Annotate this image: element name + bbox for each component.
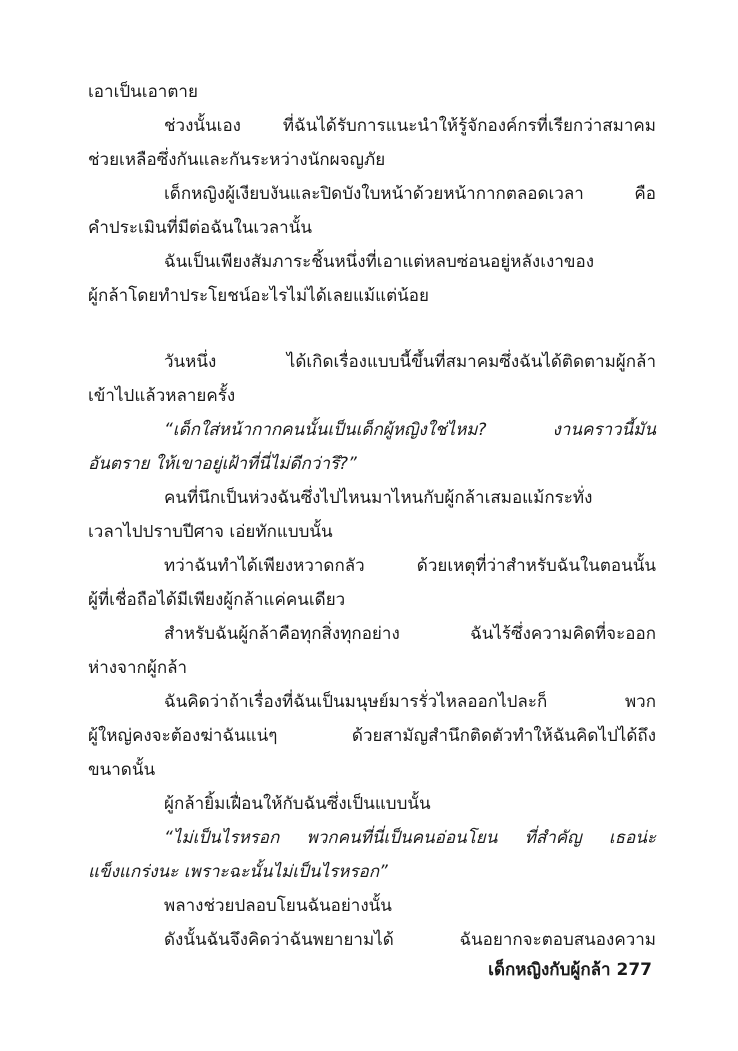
dialogue-line: แข็งแกร่งนะ เพราะฉะนั้นไม่เป็นไรหรอก” [88, 862, 388, 882]
text-line: ห่างจากผู้กล้า [88, 658, 188, 678]
text-line: ช่วยเหลือซึ่งกันและกันระหว่างนักผจญภัย [88, 150, 386, 170]
dialogue-line: “เด็กใส่หน้ากากคนนั้นเป็นเด็กผู้หญิงใช่ไหม? งานคราวนี้มัน [164, 420, 656, 440]
page-footer: เด็กหญิงกับผู้กล้า 277 [488, 960, 652, 980]
text-line: สำหรับฉันผู้กล้าคือทุกสิ่งทุกอย่าง ฉันไร้ซึ่งความคิดที่จะออก [164, 624, 656, 644]
text-line: ช่วงนั้นเอง ที่ฉันได้รับการแนะนำให้รู้จักองค์กรที่เรียกว่าสมาคม [164, 116, 656, 136]
text-line: คนที่นึกเป็นห่วงฉันซึ่งไปไหนมาไหนกับผู้กล้าเสมอแม้กระทั่ง [164, 488, 593, 508]
text-line: เด็กหญิงผู้เงียบงันและปิดบังใบหน้าด้วยหน้ากากตลอดเวลา คือ [164, 184, 656, 204]
text-line: ทว่าฉันทำได้เพียงหวาดกลัว ด้วยเหตุที่ว่าสำหรับฉันในตอนนั้น [164, 556, 656, 576]
text-line: คำประเมินที่มีต่อฉันในเวลานั้น [88, 218, 312, 238]
text-line: เอาเป็นเอาตาย [88, 82, 198, 102]
dialogue-line: อันตราย ให้เขาอยู่เฝ้าที่นี่ไม่ดีกว่ารึ?” [88, 454, 357, 474]
text-line: ผู้ที่เชื่อถือได้มีเพียงผู้กล้าแค่คนเดียว [88, 590, 346, 610]
text-line: เข้าไปแล้วหลายครั้ง [88, 386, 236, 406]
text-line: ผู้ใหญ่คงจะต้องฆ่าฉันแน่ๆ ด้วยสามัญสำนึกติดตัวทำให้ฉันคิดไปได้ถึง [88, 726, 656, 746]
text-line: เวลาไปปราบปีศาจ เอ่ยทักแบบนั้น [88, 522, 333, 542]
text-line: ฉันคิดว่าถ้าเรื่องที่ฉันเป็นมนุษย์มารรั่วไหลออกไปละก็ พวก [164, 692, 656, 712]
text-line: ขนาดนั้น [88, 760, 156, 780]
text-line: พลางช่วยปลอบโยนฉันอย่างนั้น [164, 896, 392, 916]
text-line: ผู้กล้ายิ้มเฝื่อนให้กับฉันซึ่งเป็นแบบนั้น [164, 794, 431, 814]
text-line: ผู้กล้าโดยทำประโยชน์อะไรไม่ได้เลยแม้แต่น้อย [88, 286, 429, 306]
text-line: วันหนึ่ง ได้เกิดเรื่องแบบนี้ขึ้นที่สมาคมซึ่งฉันได้ติดตามผู้กล้า [164, 352, 656, 372]
dialogue-line: “ไม่เป็นไรหรอก พวกคนที่นี่เป็นคนอ่อนโยน ที่สำคัญ เธอน่ะ [164, 828, 656, 848]
text-line: ดังนั้นฉันจึงคิดว่าฉันพยายามได้ ฉันอยากจะตอบสนองความ [164, 930, 656, 950]
text-line: ฉันเป็นเพียงสัมภาระชิ้นหนึ่งที่เอาแต่หลบซ่อนอยู่หลังเงาของ [164, 252, 595, 272]
